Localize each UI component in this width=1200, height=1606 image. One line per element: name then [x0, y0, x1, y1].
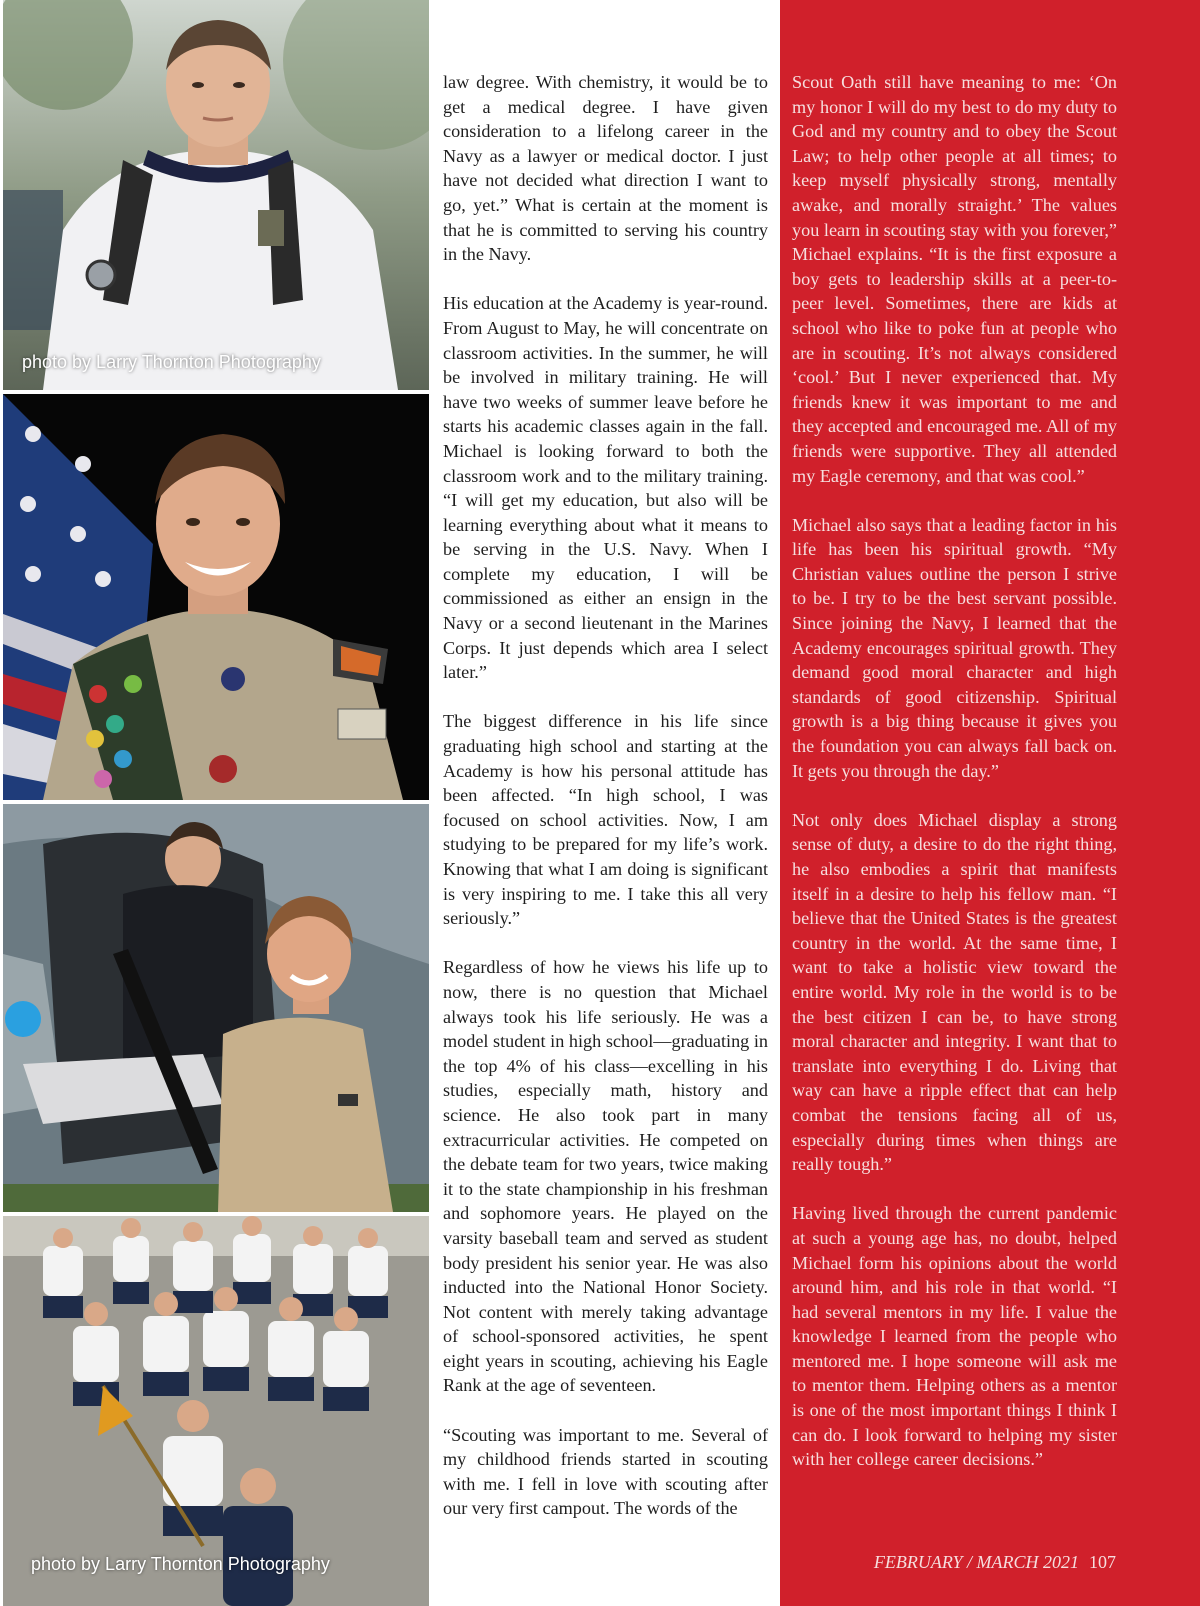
photo-cadet-with-gear: [3, 0, 429, 390]
photo-credit: photo by Larry Thornton Photography: [22, 352, 321, 372]
article-paragraph: His education at the Academy is year-round. From August to May, he will concentrate on classroom activities. In the summer, he will be involved in military training. He will have two weeks of summer leave before he starts his academic classes again in the fall. Michael is looking forward to both the classroom work and to the military training. “I will get my education, but also will be learning everything about what it means to be serving in the U.S. Navy. When I complete my education, I will be commissioned as either an ensign in the Navy or a second lieutenant in the Marines Corps. It just depends which area I select later.”: [443, 293, 768, 683]
article-paragraph: The biggest difference in his life since graduating high school and starting at the Academy is how his personal attitude has been affected. “In high school, I was focused on school activities. Now, I am studying to be prepared for my life’s work. Knowing that what I am doing is significant is very inspiring to me. I take this all very seriously.”: [443, 711, 768, 929]
article-paragraph: Regardless of how he views his life up to now, there is no question that Michael always took his life seriously. He was a model student in high school—graduating in the top 4% of his class—excelling in his studies, especially math, history and science. He also took part in many extracurricular activities. He competed on the debate team for two years, twice making it to the state championship in his freshman and sophomore years. He played on the varsity baseball team and served as student body president his senior year. He was also inducted into the National Honor Society. Not content with merely taking advantage of school-sponsored activities, he spent eight years in scouting, achieving his Eagle Rank at the age of seventeen.: [443, 957, 768, 1396]
photo-column: [3, 0, 429, 1606]
page-footer: [874, 1552, 1116, 1573]
red-sidebar-panel: [780, 0, 1200, 1606]
photo-eagle-scout-portrait: [3, 394, 429, 800]
issue-date: FEBRUARY / MARCH 2021: [873, 1552, 1079, 1572]
article-paragraph: Scout Oath still have meaning to me: ‘On my honor I will do my best to do my duty to God and my country and to obey the Scout Law; to help other people at all times; to keep myself physically strong, mentally awake, and morally straight.’ The values you learn in scouting stay with you forever,” Michael explains. “It is the first exposure a boy gets to leadership skills at a peer-to-peer level. Sometimes, there are kids at school who like to poke fun at people who are in scouting. It’s not always considered ‘cool.’ But I never experienced that. My friends knew it was important to me and they accepted and encouraged me. All of my friends were supportive. They all attended my Eagle ceremony, and that was cool.”: [792, 72, 1117, 486]
article-paragraph: Michael also says that a leading factor in his life has been his spiritual growth. “My Christian values outline the person I strive to be. I try to be the best servant possible. Since joining the Navy, I learned that the Academy encourages spiritual growth. They demand good moral character and high standards of good citizenship. Spiritual growth is a big thing because it gives you the foundation you can always fall back on. It gets you through the day.”: [792, 514, 1117, 781]
photo-credit: photo by Larry Thornton Photography: [31, 1554, 330, 1574]
article-column-middle: [443, 70, 768, 1546]
article-paragraph: Not only does Michael display a strong sense of duty, a desire to do the right thing, he also embodies a spirit that manifests itself in a desire to help his fellow man. “I believe that the United States is the greatest country in the world. At the same time, I want to take a holistic view toward the entire world. My role in the world is to be the best citizen I can be, to have strong moral character and integrity. I want that to translate into everything I do. Living that way can have a ripple effect that can help combat the tensions facing all of us, especially during times when things are really tough.”: [792, 809, 1117, 1175]
article-column-right: [792, 70, 1117, 1496]
photo-cadets-running: [3, 1216, 429, 1606]
page-number: 107: [1089, 1552, 1116, 1572]
article-paragraph: law degree. With chemistry, it would be to get a medical degree. I have given consideration to a lifelong career in the Navy as a lawyer or medical doctor. I just have not decided what direction I want to go, yet.” What is certain at the moment is that he is committed to serving his country in the Navy.: [443, 72, 768, 265]
photo-helicopter: [3, 804, 429, 1212]
article-paragraph: “Scouting was important to me. Several of my childhood friends started in scouting with me. I fell in love with scouting after our very first campout. The words of the: [443, 1424, 768, 1519]
article-paragraph: Having lived through the current pandemic at such a young age has, no doubt, helped Michael form his opinions about the world around him, and his role in that world. “I had several mentors in my life. I value the knowledge I learned from the people who mentored me. I hope someone will ask me to mentor them. Helping others as a mentor is one of the most important things I think I can do. I look forward to helping my sister with her college career decisions.”: [792, 1203, 1117, 1470]
